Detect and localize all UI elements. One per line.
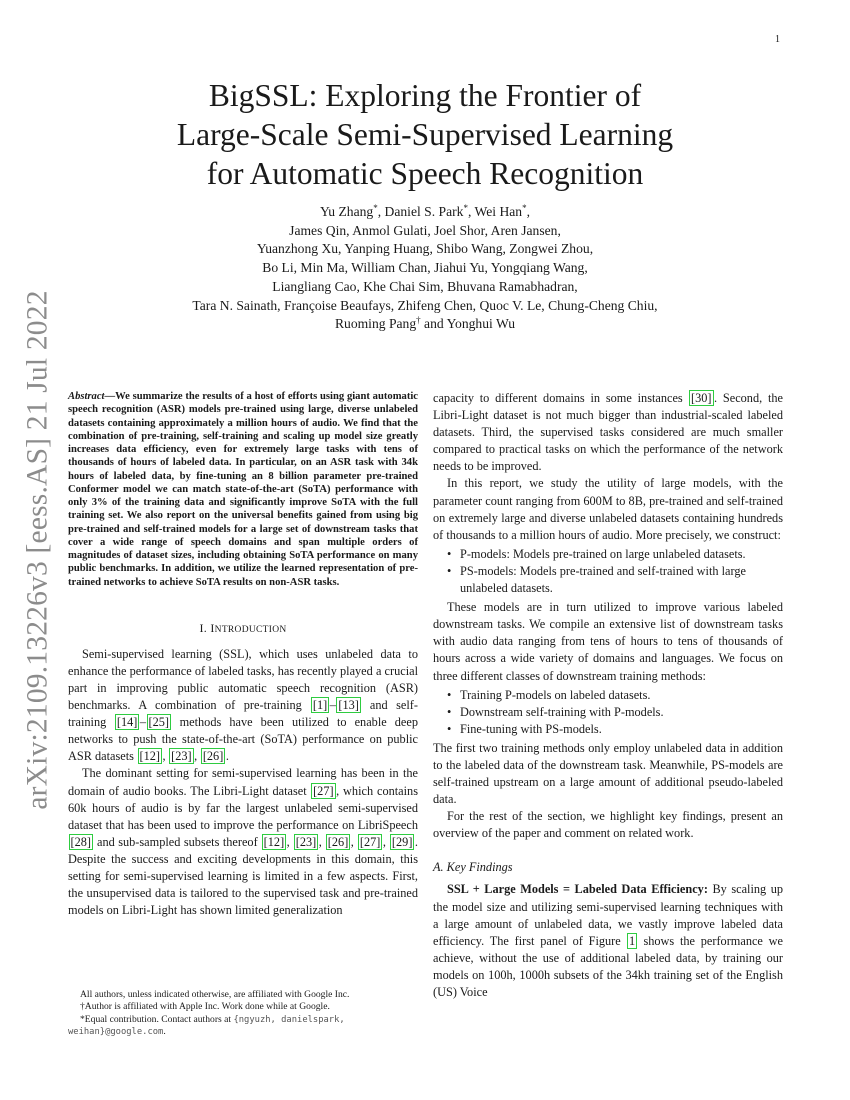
arxiv-stamp[interactable]: arXiv:2109.13226v3 [eess.AS] 21 Jul 2022: [21, 290, 54, 810]
citation-link[interactable]: [28]: [70, 834, 91, 849]
right-column: [433, 390, 783, 1001]
right-paragraph-3: These models are in turn utilized to improve various labeled downstream tasks. We compile an extensive list of downstream tasks with audio data ranging from tens of hours to tens of thousands of hours across a wide variety of domains and languages. We focus on three different classes of downstream training methods:: [433, 600, 783, 683]
footnotes: [68, 989, 418, 1039]
citation-link[interactable]: [29]: [391, 834, 413, 849]
paper-title: [0, 76, 850, 193]
contact-email[interactable]: {ngyuzh, danielspark,: [233, 1014, 345, 1025]
list-item: • Downstream self-training with P-models.: [447, 704, 783, 721]
author-line: James Qin, Anmol Gulati, Joel Shor, Aren Jansen,: [289, 222, 561, 238]
citation-link[interactable]: [23]: [171, 749, 192, 764]
abstract-text: We summarize the results of a host of efforts using giant automatic speech recognition (ASR) models pre-trained using large, diverse unlabeled datasets containing approximately a million hours of audio. We find that the combination of pre-training, self-training and scaling up model size greatly increases data efficiency, even for extremely large tasks with tens of thousands of hours of labeled data. In particular, on an ASR task with 34k hours of labeled data, by fine-tuning an 8 billion parameter pre-trained Conformer model we can match state-of-the-art (SoTA) performance with only 3% of the training data and significantly improve SoTA with the full training set. We also report on the universal benefits gained from using big pre-trained and self-trained models for a large set of downstream tasks that cover a wide range of speech domains and span multiple orders of magnitudes of dataset sizes, including obtaining SoTA performance on many public benchmarks. In addition, we utilize the learned representation of pre-trained networks to achieve SoTA results on non-ASR tasks.: [68, 391, 418, 588]
list-item: • Fine-tuning with PS-models.: [447, 721, 783, 738]
list-item: • PS-models: Models pre-trained and self-trained with large unlabeled datasets.: [447, 563, 783, 597]
citation-link[interactable]: [27]: [359, 834, 381, 849]
abstract-label: Abstract: [68, 391, 105, 402]
subsection-heading-key-findings: A. Key Findings: [433, 860, 513, 875]
key-findings-paragraph: SSL + Large Models = Labeled Data Efficiency: By scaling up the model size and utilizing semi-supervised learning techniques with a large amount of unlabeled data, we vastly improve labeled data efficiency. The first panel of Figure 1 shows the performance we achieve, without the use of additional labeled data, by training our models on 100h, 1000h subsets of the 34kh training set of the English (US) Voice: [433, 882, 783, 999]
author-list: [0, 203, 850, 334]
author-line: Ruoming Pang† and Yonghui Wu: [334, 315, 516, 332]
citation-link[interactable]: [12]: [139, 749, 160, 764]
citation-link[interactable]: [30]: [691, 391, 712, 405]
author-line: Bo Li, Min Ma, William Chan, Jiahui Yu, Yongqiang Wang,: [262, 260, 588, 276]
citation-link[interactable]: [14]: [116, 715, 138, 730]
list-item: • P-models: Models pre-trained on large unlabeled datasets.: [447, 546, 783, 563]
citation-link[interactable]: [27]: [313, 783, 334, 798]
title-line: for Automatic Speech Recognition: [206, 156, 644, 191]
list-item: • Training P-models on labeled datasets.: [447, 687, 783, 704]
right-paragraph-2: In this report, we study the utility of large models, with the parameter count ranging from 600M to 8B, pre-trained and self-trained on extremely large and diverse unlabeled datasets containing hundreds of thousands to a million hours of audio. More precisely, we construct:: [433, 476, 783, 542]
author-line: Yuanzhong Xu, Yanping Huang, Shibo Wang, Zongwei Zhou,: [256, 241, 594, 257]
contact-email[interactable]: weihan}@google.com: [68, 1027, 164, 1038]
model-types-list: [433, 546, 783, 597]
footnote-apple: †Author is affiliated with Apple Inc. Work done while at Google.: [80, 1001, 330, 1013]
footnote-contact-cont: weihan}@google.com.: [68, 1026, 166, 1038]
title-line: BigSSL: Exploring the Frontier of: [208, 78, 642, 113]
page-number: 1: [775, 34, 780, 45]
citation-link[interactable]: [26]: [327, 834, 349, 849]
intro-paragraph-2: The dominant setting for semi-supervised learning has been in the domain of audio books. The Libri-Light dataset [27] , which contains 60k hours of audio is by far the largest unlabeled semi-supervised dataset that has been used to improve the performance on LibriSpeech [28] and sub-sampled subsets thereof [12] , [23] , [26] , [27] , [29] . Despite the success and exciting developments in this domain, this setting for semi-supervised learning is limited in a few aspects. First, the unsupervised data is tailored to the supervised task and pre-trained models on Libri-Light has shown limited generalization: [68, 766, 418, 918]
citation-link[interactable]: [13]: [338, 698, 359, 713]
footnote-affiliation: All authors, unless indicated otherwise, are affiliated with Google Inc.: [80, 989, 350, 1000]
right-paragraph-5: For the rest of the section, we highlight key findings, present an overview of the paper and comment on related work.: [433, 809, 783, 841]
title-line: Large-Scale Semi-Supervised Learning: [176, 117, 674, 152]
abstract: Abstract—We summarize the results of a host of efforts using giant automatic speech recognition (ASR) models pre-trained using large, diverse unlabeled datasets containing approximately a million hours of audio. We find that the combination of pre-training, self-training and scaling up model size greatly increases data efficiency, even for extremely large tasks with tens of thousands of hours of labeled data. In particular, on an ASR task with 34k hours of labeled data, by fine-tuning an 8 billion parameter pre-trained Conformer model we can match state-of-the-art (SoTA) performance with only 3% of the training data and significantly improve SoTA with the full training set. We also report on the universal benefits gained from using big pre-trained and self-trained models for a large set of downstream tasks that cover a wide range of speech domains and span multiple orders of magnitudes of dataset sizes, including obtaining SoTA performance on many public benchmarks. In addition, we utilize the learned representation of pre-trained networks to achieve SoTA results on non-ASR tasks.: [68, 391, 418, 588]
intro-paragraph-1: Semi-supervised learning (SSL), which uses unlabeled data to enhance the performance of labeled tasks, has recently played a crucial part in improving public automatic speech recognition (ASR) benchmarks. A combination of pre-training [1] – [13] and self-training [14] – [25] methods have been utilized to enable deep networks to push the state-of-the-art (SoTA) performance on public ASR datasets [12] , [23] , [26] .: [68, 646, 418, 764]
left-column: [68, 390, 418, 919]
finding-headline: SSL + Large Models = Labeled Data Efficiency:: [447, 882, 708, 897]
citation-link[interactable]: [25]: [148, 715, 169, 730]
citation-link[interactable]: [23]: [295, 834, 317, 849]
section-heading-introduction: I. INTRODUCTION: [199, 620, 287, 635]
citation-link[interactable]: [12]: [263, 834, 285, 849]
author-line: Tara N. Sainath, Françoise Beaufays, Zhifeng Chen, Quoc V. Le, Chung-Cheng Chiu,: [192, 297, 658, 313]
right-paragraph-1: capacity to different domains in some instances [30] . Second, the Libri-Light dataset is not much bigger than industrial-scaled labeled datasets. Third, the supervised tasks considered are much smaller compared to practical tasks on which the performance of the network needs to be improved.: [433, 391, 783, 474]
footnote-contact: *Equal contribution. Contact authors at {ngyuzh, danielspark,: [80, 1013, 345, 1025]
author-line: Liangliang Cao, Khe Chai Sim, Bhuvana Ramabhadran,: [272, 278, 578, 294]
training-methods-list: [433, 687, 783, 738]
figure-link[interactable]: 1: [629, 933, 636, 948]
right-paragraph-4: The first two training methods only employ unlabeled data in addition to the labeled data of the downstream task. Meanwhile, PS-models are self-trained upstream on a large amount of additional pseudo-labeled data.: [433, 740, 783, 807]
citation-link[interactable]: [1]: [312, 698, 328, 713]
citation-link[interactable]: [26]: [202, 749, 224, 764]
author-line: Yu Zhang*, Daniel S. Park*, Wei Han*,: [319, 203, 530, 219]
